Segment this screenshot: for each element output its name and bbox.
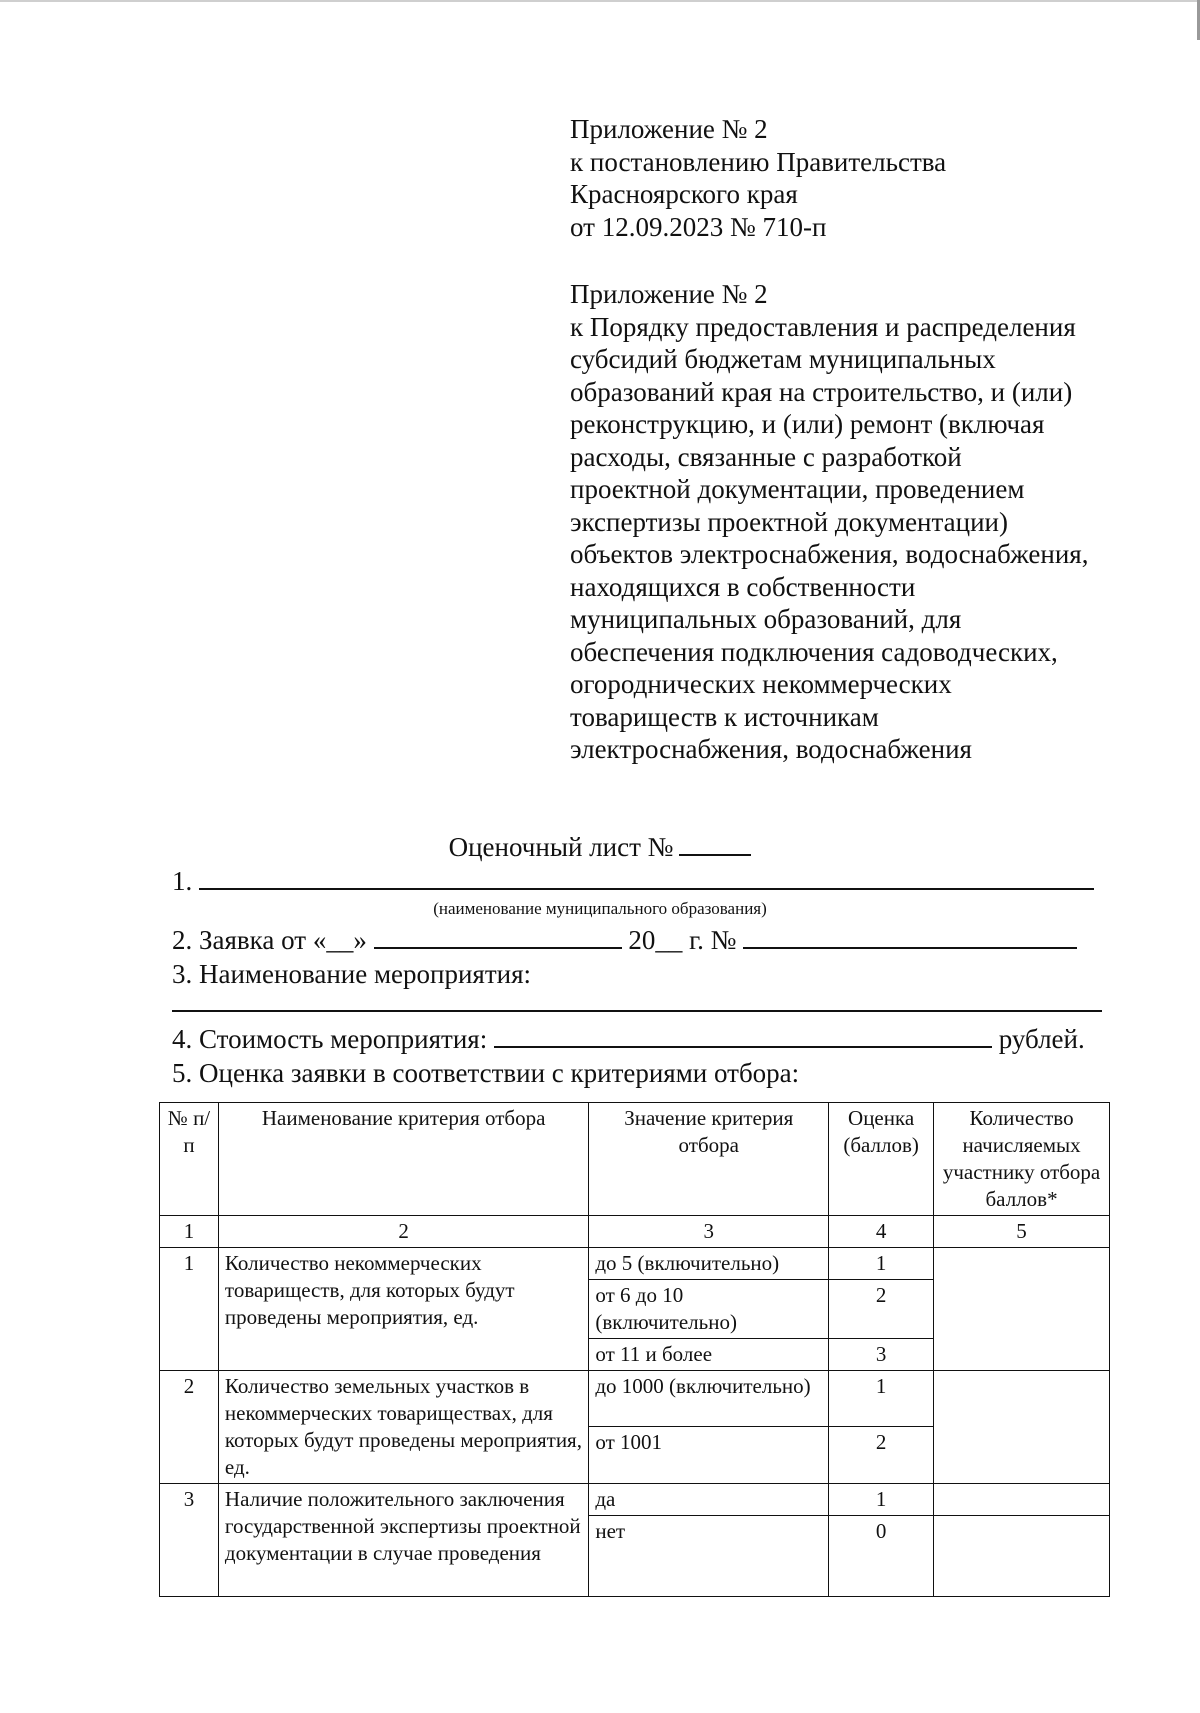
index-cell: 4: [829, 1216, 934, 1248]
criterion-value: от 1001: [589, 1427, 829, 1484]
page-top-edge: [0, 0, 1200, 2]
appendix-line: Красноярского края: [570, 179, 798, 209]
appendix-line: товариществ к источникам: [570, 701, 879, 732]
application-number-field[interactable]: [743, 925, 1077, 949]
header-points-awarded: Количество начисляемых участнику отбора баллов*: [934, 1103, 1110, 1216]
criterion-score: 1: [829, 1248, 934, 1280]
criterion-score: 2: [829, 1427, 934, 1484]
application-month-field[interactable]: [374, 925, 622, 949]
appendix-line: электроснабжения, водоснабжения: [570, 734, 972, 764]
criterion-score: 0: [829, 1516, 934, 1597]
criterion-score: 1: [829, 1371, 934, 1427]
form-title-text: Оценочный лист №: [448, 832, 674, 862]
item4-suffix: рублей.: [998, 1024, 1085, 1054]
points-awarded-cell[interactable]: [934, 1371, 1110, 1484]
row-number: 2: [160, 1371, 219, 1484]
appendix-line: Приложение № 2: [570, 114, 768, 144]
criterion-name: Наличие положительного заключения государственной экспертизы проектной документации в случае проведения: [218, 1484, 588, 1597]
event-cost-field[interactable]: [494, 1024, 992, 1048]
criterion-name: Количество земельных участков в некоммерческих товариществах, для которых будут проведены мероприятия, ед.: [218, 1371, 588, 1484]
appendix-line: субсидий бюджетам муниципальных: [570, 344, 996, 374]
table-row: [160, 1371, 1110, 1427]
appendix-line: Приложение № 2: [570, 279, 768, 309]
appendix-line: образований края на строительство, и (или): [570, 376, 1073, 407]
header-criterion-name: Наименование критерия отбора: [218, 1103, 588, 1216]
appendix-line: реконструкцию, и (или) ремонт (включая: [570, 409, 1045, 439]
table-row: [160, 1484, 1110, 1516]
criterion-value: до 1000 (включительно): [589, 1371, 829, 1427]
table-index-row: [160, 1216, 1110, 1248]
criterion-score: 2: [829, 1280, 934, 1339]
item4-line: [172, 1024, 1085, 1055]
points-awarded-cell[interactable]: [934, 1248, 1110, 1371]
item1-number: 1.: [172, 866, 193, 896]
appendix-header-procedure: [570, 278, 1170, 766]
row-number: 1: [160, 1248, 219, 1371]
item5-line: 5. Оценка заявки в соответствии с критериями отбора:: [172, 1058, 800, 1088]
appendix-line: обеспечения подключения садоводческих,: [570, 636, 1058, 667]
header-score: Оценка (баллов): [829, 1103, 934, 1216]
criterion-value: до 5 (включительно): [589, 1248, 829, 1280]
item4-prefix: 4. Стоимость мероприятия:: [172, 1024, 488, 1054]
page-corner-mark: [1189, 0, 1200, 40]
appendix-header-government: [570, 113, 1170, 243]
appendix-line: от 12.09.2023 № 710-п: [570, 211, 827, 242]
index-cell: 1: [160, 1216, 219, 1248]
item1-hint: (наименование муниципального образования): [433, 899, 767, 918]
appendix-line: к постановлению Правительства: [570, 146, 947, 177]
criterion-name: Количество некоммерческих товариществ, для которых будут проведены мероприятия, ед.: [218, 1248, 588, 1371]
table-row: [160, 1248, 1110, 1280]
item2-prefix: 2. Заявка от «__»: [172, 925, 367, 955]
header-criterion-value: Значение критерия отбора: [589, 1103, 829, 1216]
appendix-line: объектов электроснабжения, водоснабжения,: [570, 539, 1089, 569]
item2-year-label: 20__ г. №: [628, 925, 737, 955]
item1-line: [172, 866, 1094, 897]
appendix-line: к Порядку предоставления и распределения: [570, 311, 1076, 342]
event-name-field[interactable]: [172, 988, 1102, 1012]
table-header-row: [160, 1103, 1110, 1216]
form-number-field[interactable]: [679, 832, 751, 856]
municipality-name-field[interactable]: [199, 866, 1094, 890]
item3-blank-line: [172, 988, 1102, 1019]
points-awarded-cell[interactable]: [934, 1484, 1110, 1516]
criterion-value: от 11 и более: [589, 1339, 829, 1371]
form-title: [0, 832, 1200, 863]
index-cell: 5: [934, 1216, 1110, 1248]
appendix-line: огороднических некоммерческих: [570, 669, 952, 699]
appendix-line: экспертизы проектной документации): [570, 506, 1008, 537]
index-cell: 3: [589, 1216, 829, 1248]
row-number: 3: [160, 1484, 219, 1597]
appendix-line: находящихся в собственности: [570, 571, 916, 602]
criterion-score: 3: [829, 1339, 934, 1371]
appendix-line: расходы, связанные с разработкой: [570, 441, 962, 472]
criterion-value: нет: [589, 1516, 829, 1597]
appendix-line: муниципальных образований, для: [570, 604, 962, 634]
appendix-line: проектной документации, проведением: [570, 474, 1025, 504]
header-number: № п/п: [160, 1103, 219, 1216]
criterion-score: 1: [829, 1484, 934, 1516]
item2-line: [172, 925, 1077, 956]
criteria-table: [159, 1102, 1110, 1597]
points-awarded-cell[interactable]: [934, 1516, 1110, 1597]
criterion-value: да: [589, 1484, 829, 1516]
criterion-value: от 6 до 10 (включительно): [589, 1280, 829, 1339]
item3-line: 3. Наименование мероприятия:: [172, 959, 532, 989]
index-cell: 2: [218, 1216, 588, 1248]
